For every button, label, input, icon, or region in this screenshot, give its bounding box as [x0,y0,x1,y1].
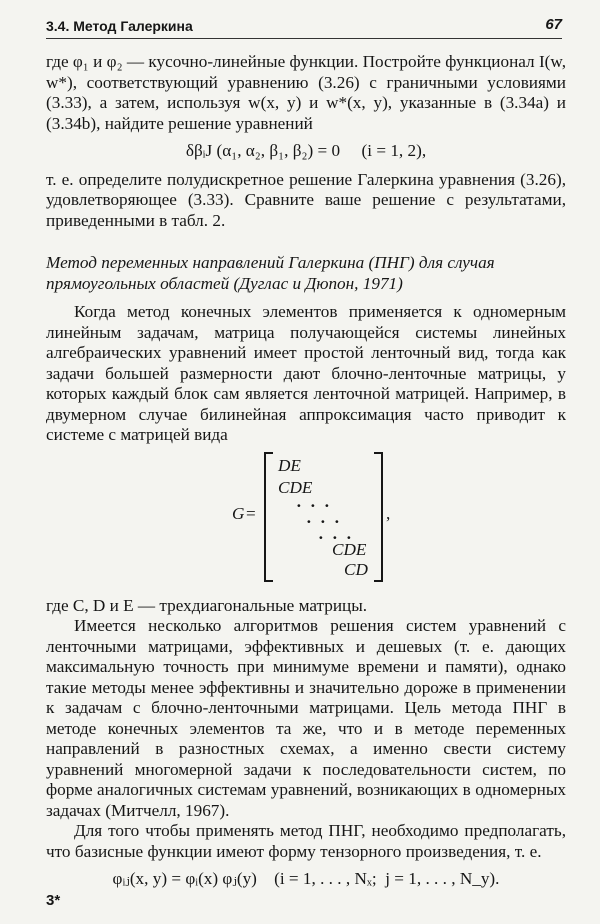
matrix-dots-1: · · · [296,495,332,515]
matrix-left-bracket [264,452,273,582]
matrix-row-5: CDE [332,539,367,559]
matrix-dots-2: · · · [306,511,342,531]
running-head: 3.4. Метод Галеркина [46,18,193,34]
paragraph-1: где φ₁ и φ₂ — кусочно-линейные функции. Постройте функционал I(w, w*), соответствующий уравнению (3.26) с граничными условиями (3.33), а затем, используя w(x, y) и w*(x, y), указанные в (3.34а) и (3.34b), найдите решение уравнений [46,52,566,133]
paragraph-6: Для того чтобы применять метод ПНГ, необходимо предполагать, что базисные функции имеют форму тензорного произведения, т. е. [46,821,566,861]
matrix-comma: , [386,503,391,523]
matrix-right-bracket [374,452,383,582]
formula-variation: δβᵢJ (α₁, α₂, β₁, β₂) = 0 (i = 1, 2), [185,141,427,160]
section-title: Метод переменных направлений Галеркина (ПНГ) для случая прямоугольных областей (Дуглас и Дюпон, 1971) [46,253,495,293]
matrix-row-6: CD [344,559,368,579]
page-header [46,14,562,38]
block-matrix [46,452,566,592]
matrix-row-1: DE [278,455,301,475]
matrix-label: G [232,503,245,523]
matrix-equals: = [246,503,256,523]
paragraph-3: Когда метод конечных элементов применяется к одномерным линейным задачам, матрица получающейся системы линейных алгебраических уравнений имеет простой ленточный вид, тогда как задачи большей размерности дают блочно-ленточные матрицы, у которых каждый блок сам является ленточной матрицей. Например, в двумерном случае билинейная аппроксимация часто приводит к системе с матрицей вида [46,302,566,444]
page-body [46,52,566,898]
formula-tensor-product: φᵢⱼ(x, y) = φᵢ(x) φⱼ(y) (i = 1, . . . , Nₓ; j = 1, . . . , N_y). [112,869,500,888]
matrix-row-2: CDE [278,477,313,497]
paragraph-5: Имеется несколько алгоритмов решения систем уравнений с ленточными матрицами, эффективных и дешевых (т. е. дающих максимальную точность при минимуме времени и памяти), однако такие методы менее эффективны и значительно дороже в применении к задачам с блочно-ленточными матрицами. Цель метода ПНГ в методе конечных элементов та же, что и в методе переменных направлений в разностных схемах, а именно свести систему уравнений многомерной задачи к последовательности систем, по форме аналогичных системам уравнений, возникающих в одномерных задачах (Митчелл, 1967). [46,616,566,820]
paragraph-2: т. е. определите полудискретное решение Галеркина уравнения (3.26), удовлетворяющее (3.33). Сравните ваше решение с результатами, приведенными в табл. 2. [46,169,566,230]
signature-mark: 3* [46,892,61,909]
header-rule [46,38,562,39]
matrix-dots-3: · · · [318,527,354,547]
page-number: 67 [545,16,562,33]
paragraph-4: где C, D и E — трехдиагональные матрицы. [46,595,368,615]
